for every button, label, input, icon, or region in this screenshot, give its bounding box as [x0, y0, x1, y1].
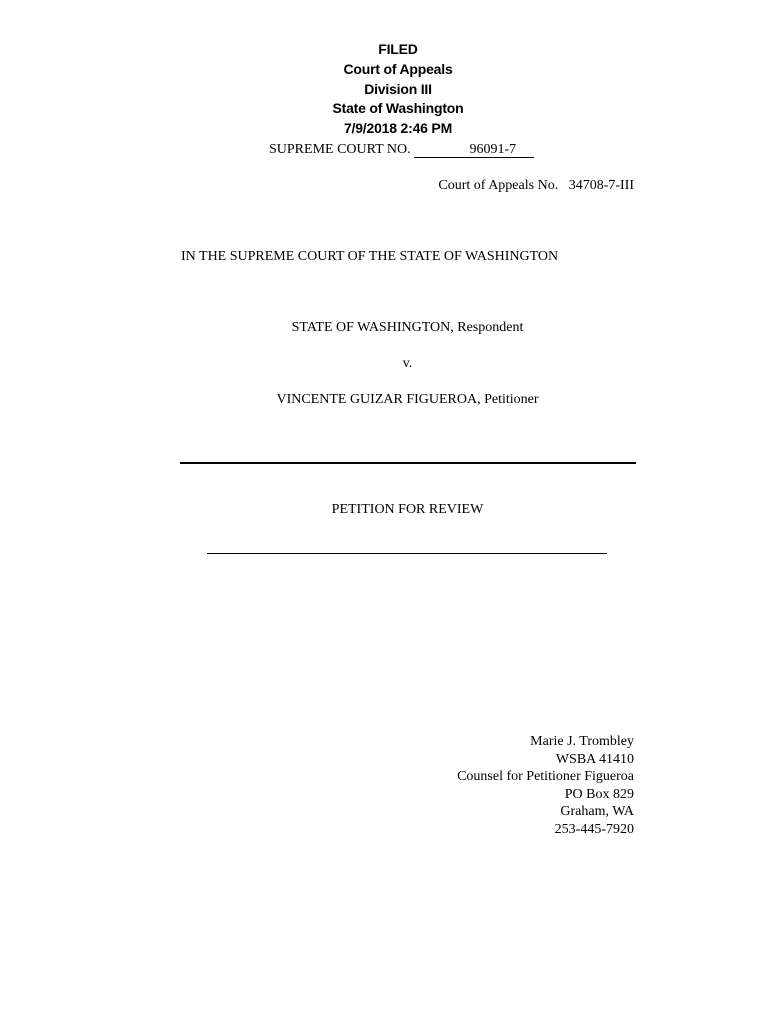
counsel-po-box: PO Box 829 [564, 786, 634, 802]
counsel-bar-number: WSBA 41410 [555, 751, 634, 767]
counsel-signature-block [457, 733, 634, 839]
counsel-city: Graham, WA [560, 804, 634, 820]
supreme-court-number: 96091-7 [414, 143, 534, 158]
court-of-appeals-label: Court of Appeals No. [438, 178, 559, 193]
caption-versus: v. [402, 356, 413, 371]
counsel-phone: 253-445-7920 [554, 821, 634, 837]
supreme-court-label: SUPREME COURT NO. [269, 142, 411, 157]
court-of-appeals-line [438, 177, 634, 195]
stamp-datetime: 7/9/2018 2:46 PM [343, 120, 453, 136]
document-title: PETITION FOR REVIEW [331, 502, 484, 517]
caption-respondent: STATE OF WASHINGTON, Respondent [291, 320, 524, 335]
caption-petitioner: VINCENTE GUIZAR FIGUEROA, Petitioner [276, 392, 539, 407]
counsel-role: Counsel for Petitioner Figueroa [457, 769, 634, 785]
counsel-name: Marie J. Trombley [530, 734, 634, 749]
heading-divider [180, 462, 636, 464]
court-heading: IN THE SUPREME COURT OF THE STATE OF WASHINGTON [181, 249, 559, 264]
stamp-court: Court of Appeals [343, 61, 453, 77]
stamp-division: Division III [364, 81, 432, 97]
stamp-filed: FILED [378, 41, 418, 57]
supreme-court-number-line [269, 141, 534, 159]
court-of-appeals-number: 34708-7-III [568, 178, 634, 193]
title-underline [207, 553, 607, 554]
stamp-state: State of Washington [332, 100, 464, 116]
